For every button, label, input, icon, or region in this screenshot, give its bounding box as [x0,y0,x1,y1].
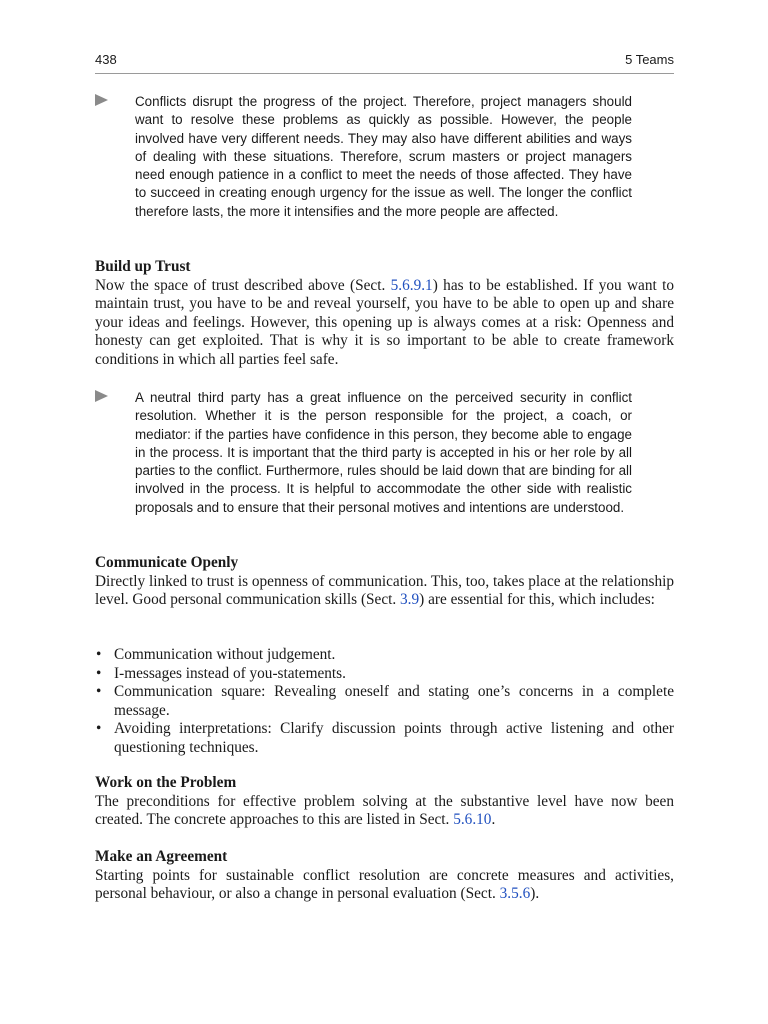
section-reference-link[interactable]: 3.9 [400,591,420,608]
list-item: • Communication without judgement. [96,646,336,663]
bullet-dot-icon: • [96,720,102,737]
triangle-arrow-icon [95,390,108,402]
bullet-dot-icon: • [96,664,102,682]
running-header [95,52,674,72]
section-build-trust [95,258,674,369]
section-work-on-problem [95,774,674,830]
section-reference-link[interactable]: 5.6.10 [453,811,492,828]
tip-text [135,389,632,517]
list-item: • I-messages instead of you-statements. [96,664,346,682]
section-heading: Build up Trust [95,258,191,275]
section-reference-link[interactable]: 5.6.9.1 [390,276,433,294]
section-heading: Make an Agreement [95,848,228,865]
triangle-arrow-icon [95,94,108,106]
section-paragraph: The preconditions for effective problem solving at the substantive level have now been created. The concrete approaches to this are listed in Sect. 5.6.10. [95,792,674,828]
header-rule [95,73,674,74]
chapter-title: 5 Teams [625,52,674,67]
page-number: 438 [95,52,117,67]
list-item: • Communication square: Revealing oneself and stating one’s concerns in a complete message. [96,683,674,719]
tip-paragraph: Conflicts disrupt the progress of the project. Therefore, project managers should want to resolve these problems as quickly as possible. However, the people involved have very different needs. They may also have different abilities and ways of dealing with these situations. Therefore, scrum masters or project managers need enough patience in a conflict to meet the needs of those affected. They have to succeed in creating enough urgency for the issue as well. The longer the conflict therefore lasts, the more it intensifies and the more people are affected. [135,94,632,219]
tip-paragraph: A neutral third party has a great influence on the perceived security in conflict resolution. Whether it is the person responsible for the project, a coach, or mediator: if the parties have confidence in this person, they become able to engage in the process. It is important that the third party is accepted in his or her role by all parties to the conflict. Furthermore, rules should be laid down that are binding for all involved in the process. It is helpful to accommodate the other side with realistic proposals and to ensure that their personal motives and intentions are understood. [135,390,632,515]
section-heading: Communicate Openly [95,554,239,571]
list-item: • Avoiding interpretations: Clarify discussion points through active listening and other questioning techniques. [96,720,674,756]
section-make-agreement [95,848,674,904]
section-heading: Work on the Problem [95,774,237,791]
tip-text [135,93,632,221]
section-communicate-openly [95,554,674,610]
section-paragraph: Starting points for sustainable conflict resolution are concrete measures and activities, personal behaviour, or also a change in personal evaluation (Sect. 3.5.6). [95,866,674,902]
section-reference-link[interactable]: 3.5.6 [499,885,531,902]
bullet-dot-icon: • [96,683,102,700]
section-paragraph: Now the space of trust described above (Sect. 5.6.9.1) has to be established. If you want to maintain trust, you have to be and reveal yourself, you have to be able to open up and share your ideas and feelings. However, this opening up is always comes at a risk: Openness and honesty can get exploited. That is why it is so important to be able to create framework conditions in which all parties feel safe. [95,276,674,368]
book-page [95,0,674,1024]
bullet-dot-icon: • [96,646,102,663]
section-paragraph: Directly linked to trust is openness of communication. This, too, takes place at the relationship level. Good personal communication skills (Sect. 3.9) are essential for this, which includes: [95,572,674,608]
bullet-list [95,646,674,757]
